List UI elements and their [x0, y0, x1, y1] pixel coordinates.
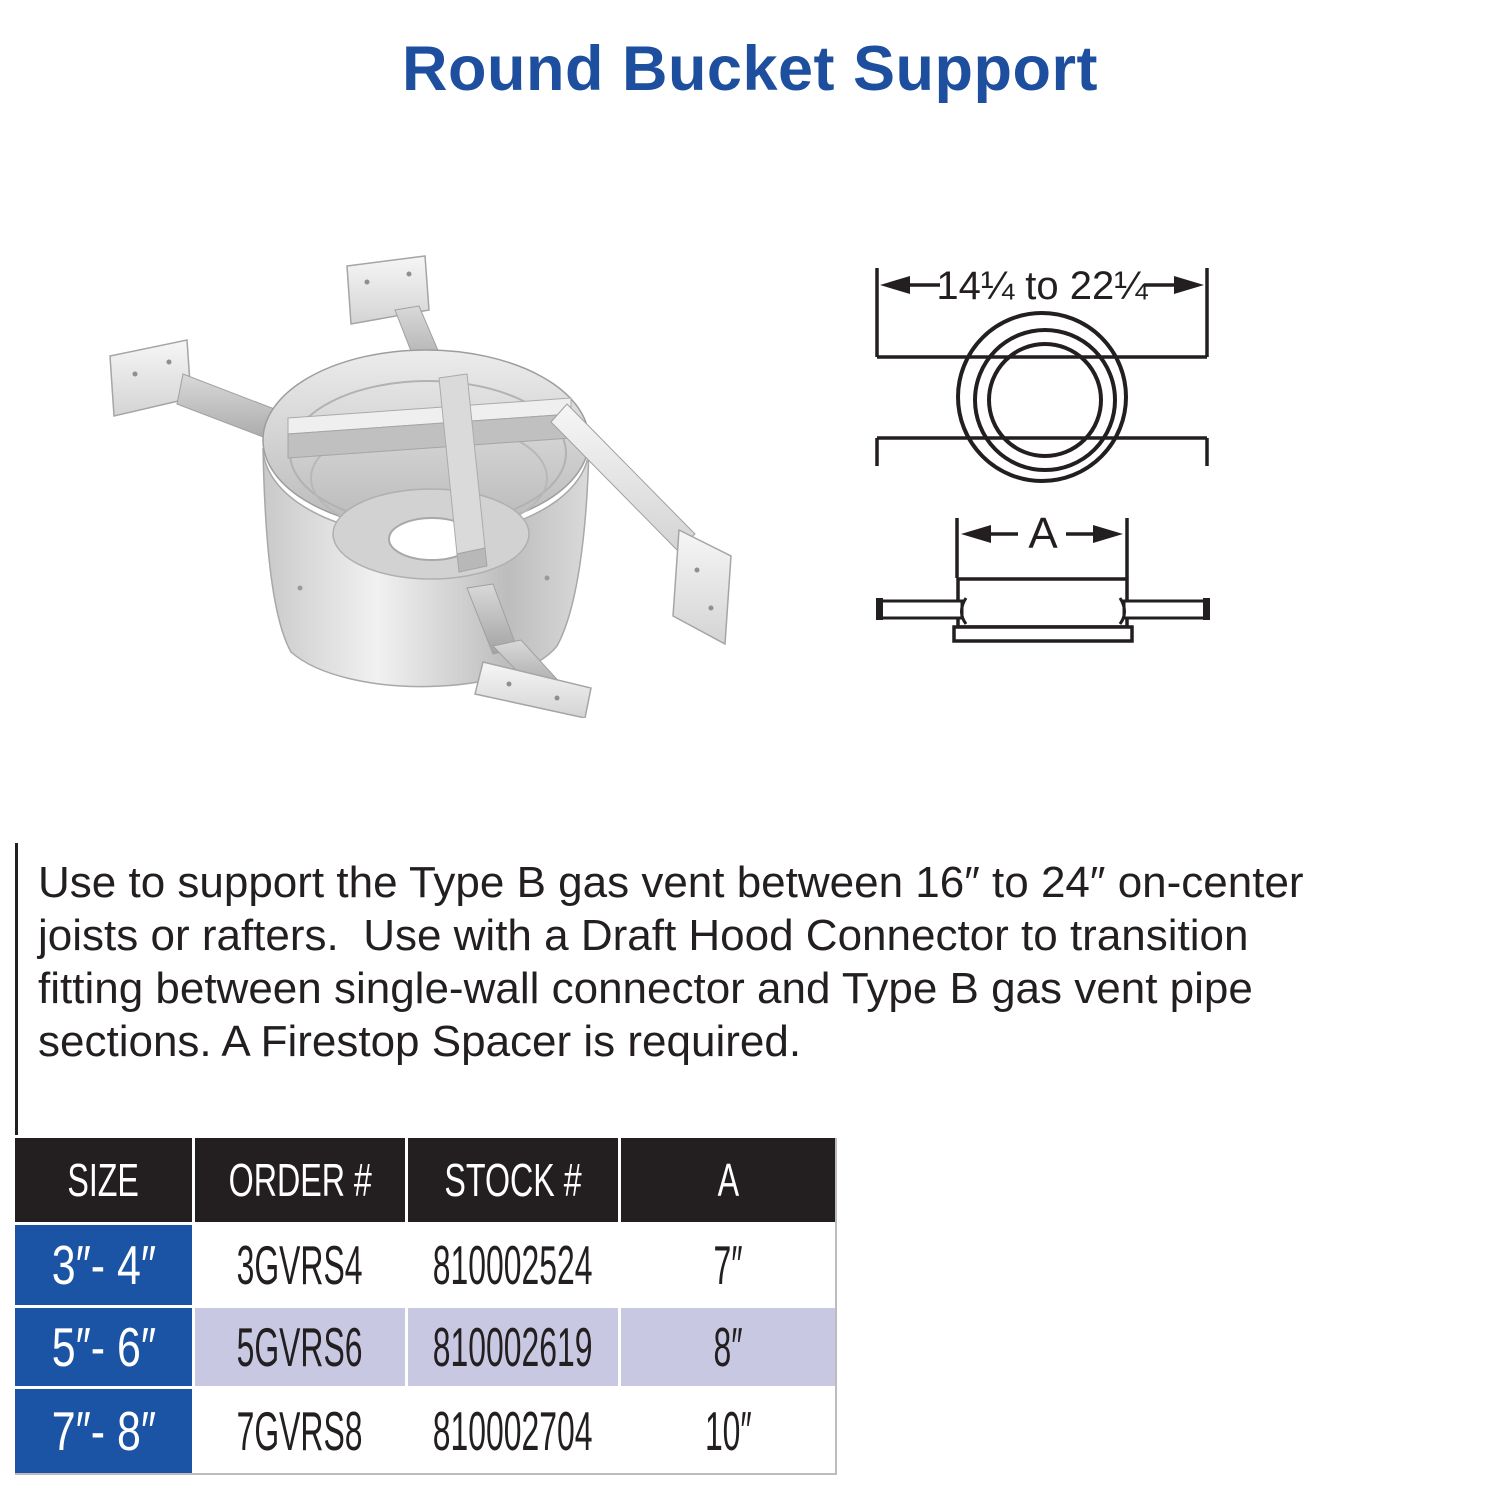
dimension-label-a: A: [1028, 509, 1058, 558]
dimension-diagram: [840, 230, 1280, 670]
description-left-rule: [15, 843, 18, 1135]
cell-a: [621, 1389, 835, 1473]
cell-stock: [408, 1389, 618, 1473]
header-cell-size: [15, 1138, 192, 1222]
cell-a: [621, 1225, 835, 1305]
product-description: [38, 856, 1488, 1068]
product-photo: [95, 248, 735, 718]
spec-table: [15, 1138, 837, 1475]
header-cell-stock: [408, 1138, 618, 1222]
cell-a: [621, 1308, 835, 1386]
stock-value: 810002619: [433, 1316, 593, 1378]
top-view-diagram: [877, 264, 1207, 481]
a-value: 8″: [713, 1316, 743, 1378]
cell-order: [195, 1389, 405, 1473]
header-label: A: [717, 1154, 739, 1206]
right-arrow-icon: [1093, 525, 1123, 543]
stock-value: 810002704: [433, 1400, 593, 1462]
page-title: Round Bucket Support: [402, 34, 1098, 104]
header-label: SIZE: [67, 1154, 140, 1206]
cell-order: [195, 1225, 405, 1305]
order-value: 7GVRS8: [237, 1400, 363, 1462]
right-arrow-icon: [1174, 276, 1204, 294]
description-line: fitting between single-wall connector and Type B gas vent pipe: [38, 964, 1253, 1013]
size-value: 5″- 6″: [51, 1316, 156, 1378]
dimension-label-range: 14¼ to 22¼: [936, 264, 1148, 308]
order-value: 5GVRS6: [237, 1316, 363, 1378]
header-cell-a: [621, 1138, 835, 1222]
cell-size: [15, 1225, 192, 1305]
description-line: sections. A Firestop Spacer is required.: [38, 1017, 802, 1066]
header-label: STOCK #: [444, 1154, 582, 1206]
stock-value: 810002524: [433, 1234, 593, 1296]
cell-stock: [408, 1225, 618, 1305]
size-value: 7″- 8″: [51, 1400, 156, 1462]
header-cell-order: [195, 1138, 405, 1222]
cell-size: [15, 1389, 192, 1473]
a-value: 10″: [704, 1400, 752, 1462]
cell-size: [15, 1308, 192, 1386]
a-value: 7″: [713, 1234, 743, 1296]
size-value: 3″- 4″: [51, 1234, 156, 1296]
left-arrow-icon: [880, 276, 910, 294]
description-line: joists or rafters. Use with a Draft Hood Connector to transition: [38, 911, 1249, 960]
cell-stock: [408, 1308, 618, 1386]
cell-order: [195, 1308, 405, 1386]
side-view-diagram: [876, 509, 1210, 641]
order-value: 3GVRS4: [237, 1234, 363, 1296]
left-arrow-icon: [961, 525, 991, 543]
description-line: Use to support the Type B gas vent between 16″ to 24″ on-center: [38, 858, 1304, 907]
header-label: ORDER #: [228, 1154, 372, 1206]
